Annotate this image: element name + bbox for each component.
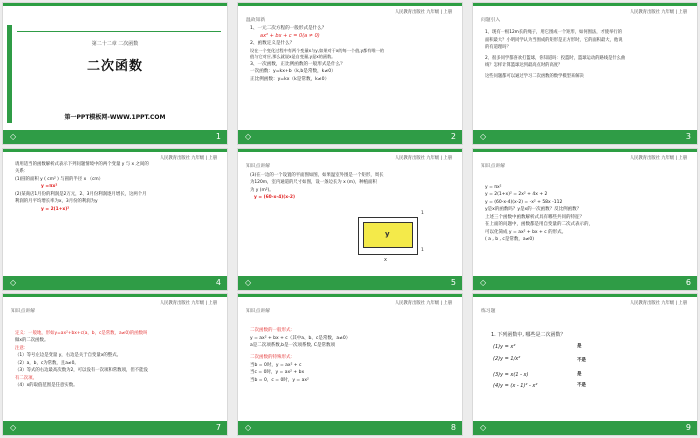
text-line: 一次函数：y=kx+b（k,b是常数，k≠0） — [250, 69, 336, 75]
text-line: 值与它对应,那么就说x是自变量,y是x的函数。 — [250, 54, 336, 60]
slide-section-title: 知识点讲解 — [481, 164, 505, 169]
text-line: 2、很多同学都喜欢打篮球，你知道吗：投篮时，篮球运动的路线是什么曲 — [485, 55, 626, 61]
text-line: 为 y (m²)。 — [250, 187, 274, 193]
text-line: 请用适当的函数解析式表示下列问题情境中的两个变量 y 与 x 之间的 — [15, 162, 149, 167]
exercise-answer: 是 — [577, 372, 582, 377]
exercise-answer: 是 — [577, 344, 582, 349]
chapter-label: 第二十二章 二次函数 — [91, 41, 139, 47]
exercise-answer: 不是 — [577, 358, 586, 363]
slide-number: 9 — [685, 423, 691, 432]
footer-diamond-icon: ◇ — [245, 423, 252, 432]
footer-diamond-icon: ◇ — [480, 423, 487, 432]
text-line: （3）等式的右边最高次数为2，可以没有一次项和常数项，但不能没 — [15, 368, 148, 374]
slide-thumbnail-9[interactable] — [473, 294, 697, 435]
text-line: y = ax² + bx + c（其中a、b、c是常数，a≠0） — [250, 335, 351, 341]
slide-thumbnail-1[interactable] — [3, 3, 227, 144]
text-line: y = (60-x-4)(x-2) — [254, 195, 295, 201]
text-line: 当b = 0时，y = ax² + c — [250, 362, 302, 368]
text-line: y =πx² — [41, 184, 58, 190]
slide-top-bar — [473, 3, 697, 6]
slide-top-bar — [3, 294, 227, 297]
footer-diamond-icon: ◇ — [480, 132, 487, 141]
slide-section-title: 温故知新 — [246, 18, 266, 23]
exercise-item: (2)y = 1/x² — [493, 356, 521, 362]
exercise-item: (3)y = x(1 - x) — [493, 372, 529, 378]
text-line: 为120m，室内通道的尺寸如图，设一条边长为 x (m)，种植面积 — [250, 180, 377, 186]
text-line: （2）a，b，c为常数，且a≠0。 — [15, 360, 79, 366]
slide-thumbnail-3[interactable] — [473, 3, 697, 144]
slide-thumbnail-5[interactable] — [238, 149, 462, 290]
slide-top-bar — [473, 294, 697, 297]
slide-section-title: 知识点讲解 — [246, 164, 270, 169]
slide-thumbnail-7[interactable] — [3, 294, 227, 435]
text-line: （4）x的取值范围是任意实数。 — [15, 383, 78, 389]
planting-area — [363, 222, 413, 248]
text-line: 当b = 0，c = 0时，y = ax² — [250, 377, 309, 383]
slide-section-title: 知识点讲解 — [246, 309, 270, 314]
cover-subtitle: 第一PPT模板网-WWW.1PPT.COM — [64, 114, 166, 121]
text-line: 这些问题都可以通过学习二次函数的数学模型来解决 — [485, 73, 584, 79]
slide-header-text: 人民教育出版社 九年级 | 上册 — [394, 301, 452, 306]
text-line: y是x的函数吗？y是x的一次函数？反比例函数？ — [485, 207, 582, 213]
slide-number: 2 — [450, 132, 456, 141]
slide-body — [250, 327, 452, 384]
figure-label-y: y — [385, 230, 390, 238]
text-line: y = 2(1+x)² — [41, 206, 70, 212]
slide-header-text: 人民教育出版社 九年级 | 上册 — [159, 301, 217, 306]
slide-footer-bar — [473, 130, 697, 144]
slide-footer-bar — [473, 421, 697, 435]
slide-section-title: 知识点讲解 — [11, 309, 35, 314]
figure-label-x: x — [384, 257, 387, 263]
text-line: 线？怎样计算篮球达到最高点时的高度？ — [485, 63, 563, 69]
text-line: 做x的二次函数。 — [15, 338, 49, 344]
slide-footer-bar — [3, 421, 227, 435]
text-line: 当c = 0时，y = ax² + bx — [250, 370, 305, 376]
text-line: 在上面的问题中，函数都是用自变量的二次式表示的， — [485, 222, 593, 228]
exercise-item: (1)y = x² — [493, 344, 516, 350]
text-line: ax² + bx + c = 0(a ≠ 0) — [260, 33, 320, 40]
slide-top-bar — [3, 3, 227, 6]
text-line: 二次函数的一般形式： — [250, 328, 295, 333]
slide-number: 4 — [215, 278, 221, 287]
slide-thumbnail-4[interactable] — [3, 149, 227, 290]
slide-header-text: 人民教育出版社 九年级 | 上册 — [629, 10, 687, 15]
slide-footer-bar — [3, 130, 227, 144]
slide-section-title: 练习题 — [481, 309, 496, 314]
slide-number: 7 — [215, 423, 221, 432]
cover-divider — [17, 31, 221, 32]
exercise-item: (4)y = (x - 1)² - x² — [493, 383, 538, 389]
slide-number: 1 — [215, 132, 221, 141]
footer-diamond-icon: ◇ — [245, 132, 252, 141]
slide-header-text: 人民教育出版社 九年级 | 上册 — [629, 301, 687, 306]
text-line: (3)在一边的一个设置的平面图如图，如果温室外围是一个矩形，周长 — [250, 173, 384, 178]
slide-number: 8 — [450, 423, 456, 432]
footer-diamond-icon: ◇ — [10, 278, 17, 287]
text-line: a是二次项系数,b是一次项系数, C是常数项 — [250, 343, 336, 349]
text-line: (2)某商店1月份的利润是2万元，2、3月份利润逐月增长，这两个月 — [15, 191, 147, 197]
slide-body — [485, 29, 687, 80]
text-line: 1、现有一根12m长的绳子，用它围成一个矩形，如何围法，才使举行的 — [485, 30, 622, 35]
slide-thumbnail-8[interactable] — [238, 294, 462, 435]
slide-thumbnail-6[interactable] — [473, 149, 697, 290]
slide-footer-bar — [473, 276, 697, 290]
slide-number: 6 — [685, 278, 691, 287]
slide-header-text: 人民教育出版社 九年级 | 上册 — [159, 156, 217, 161]
text-line: 2、函数定义是什么？ — [250, 41, 295, 47]
slide-top-bar — [238, 149, 462, 152]
slide-footer-bar — [238, 130, 462, 144]
text-line: 的有道理吗？ — [485, 45, 511, 51]
slide-top-bar — [3, 149, 227, 152]
footer-diamond-icon: ◇ — [10, 132, 17, 141]
slide-top-bar — [238, 3, 462, 6]
text-line: ( a , b , c是常数，a≠0) — [485, 236, 535, 242]
text-line: 设在一个变化过程中有两个变量x与y,如果对于x的每一个值,y都有唯一的 — [250, 47, 385, 53]
text-line: 有二次项。 — [15, 375, 37, 381]
slide-footer-bar — [3, 276, 227, 290]
text-line: 3、一次函数，正比例函数的一般形式是什么？ — [250, 62, 345, 68]
text-line: 上述三个函数中函数解析式具有哪些共同的特征？ — [485, 214, 584, 220]
footer-diamond-icon: ◇ — [480, 278, 487, 287]
slide-body — [250, 172, 452, 202]
text-line: (1)圆的面积 y ( cm² ) 与圆的半径 x （cm） — [15, 176, 104, 182]
slide-number: 5 — [450, 278, 456, 287]
text-line: 可以化简成 y = ax² + bx + c 的形式。 — [485, 229, 567, 235]
footer-diamond-icon: ◇ — [10, 423, 17, 432]
slide-header-text: 人民教育出版社 九年级 | 上册 — [394, 156, 452, 161]
greenhouse-figure — [358, 217, 418, 255]
text-line: 二次函数的特殊形式： — [250, 354, 295, 360]
figure-label-1: 1 — [421, 211, 424, 216]
text-line: （1）等号左边是变量 y，右边是关于自变量x的整式。 — [15, 353, 121, 359]
text-line: 1、一元二次方程的一般形式是什么？ — [250, 26, 327, 31]
text-line: 利润的月平均增长率为x，3月份的利润为y — [15, 199, 98, 205]
text-line: 注意： — [15, 345, 29, 351]
slide-footer-bar — [238, 421, 462, 435]
exercise-answer: 不是 — [577, 383, 586, 388]
text-line: y = 2(1+x)² = 2x² + 4x + 2 — [485, 192, 548, 198]
slide-thumbnail-2[interactable] — [238, 3, 462, 144]
slide-body — [15, 330, 217, 390]
text-line: 定义：一般地，形如y=ax²+bx+c(a，b，c是常数，a≠0)的函数叫 — [15, 331, 148, 336]
slide-section-title: 问题引入 — [481, 18, 501, 23]
text-line: 关系： — [15, 169, 29, 175]
slide-number: 3 — [685, 132, 691, 141]
text-line: 正比例函数：y=kx（k是常数，k≠0） — [250, 76, 330, 82]
slide-top-bar — [473, 149, 697, 152]
text-line: y = (60-x-4)(x-2) = -x² + 58x -112 — [485, 199, 563, 205]
slide-header-text: 人民教育出版社 九年级 | 上册 — [629, 156, 687, 161]
text-line: y = πx² — [485, 185, 502, 190]
slide-body — [250, 25, 452, 83]
slide-body — [485, 184, 687, 243]
exercise-question: 1. 下列函数中, 哪些是二次函数？ — [491, 332, 566, 338]
footer-diamond-icon: ◇ — [245, 278, 252, 287]
slide-header-text: 人民教育出版社 九年级 | 上册 — [394, 10, 452, 15]
text-line: 面积最大？小明同学认为当围成的矩形是正方形时，它的面积最大，他说 — [485, 37, 623, 43]
cover-title: 二次函数 — [86, 59, 143, 74]
slide-body — [15, 161, 217, 213]
slide-top-bar — [238, 294, 462, 297]
figure-label-1b: 1 — [421, 248, 424, 253]
slide-footer-bar — [238, 276, 462, 290]
